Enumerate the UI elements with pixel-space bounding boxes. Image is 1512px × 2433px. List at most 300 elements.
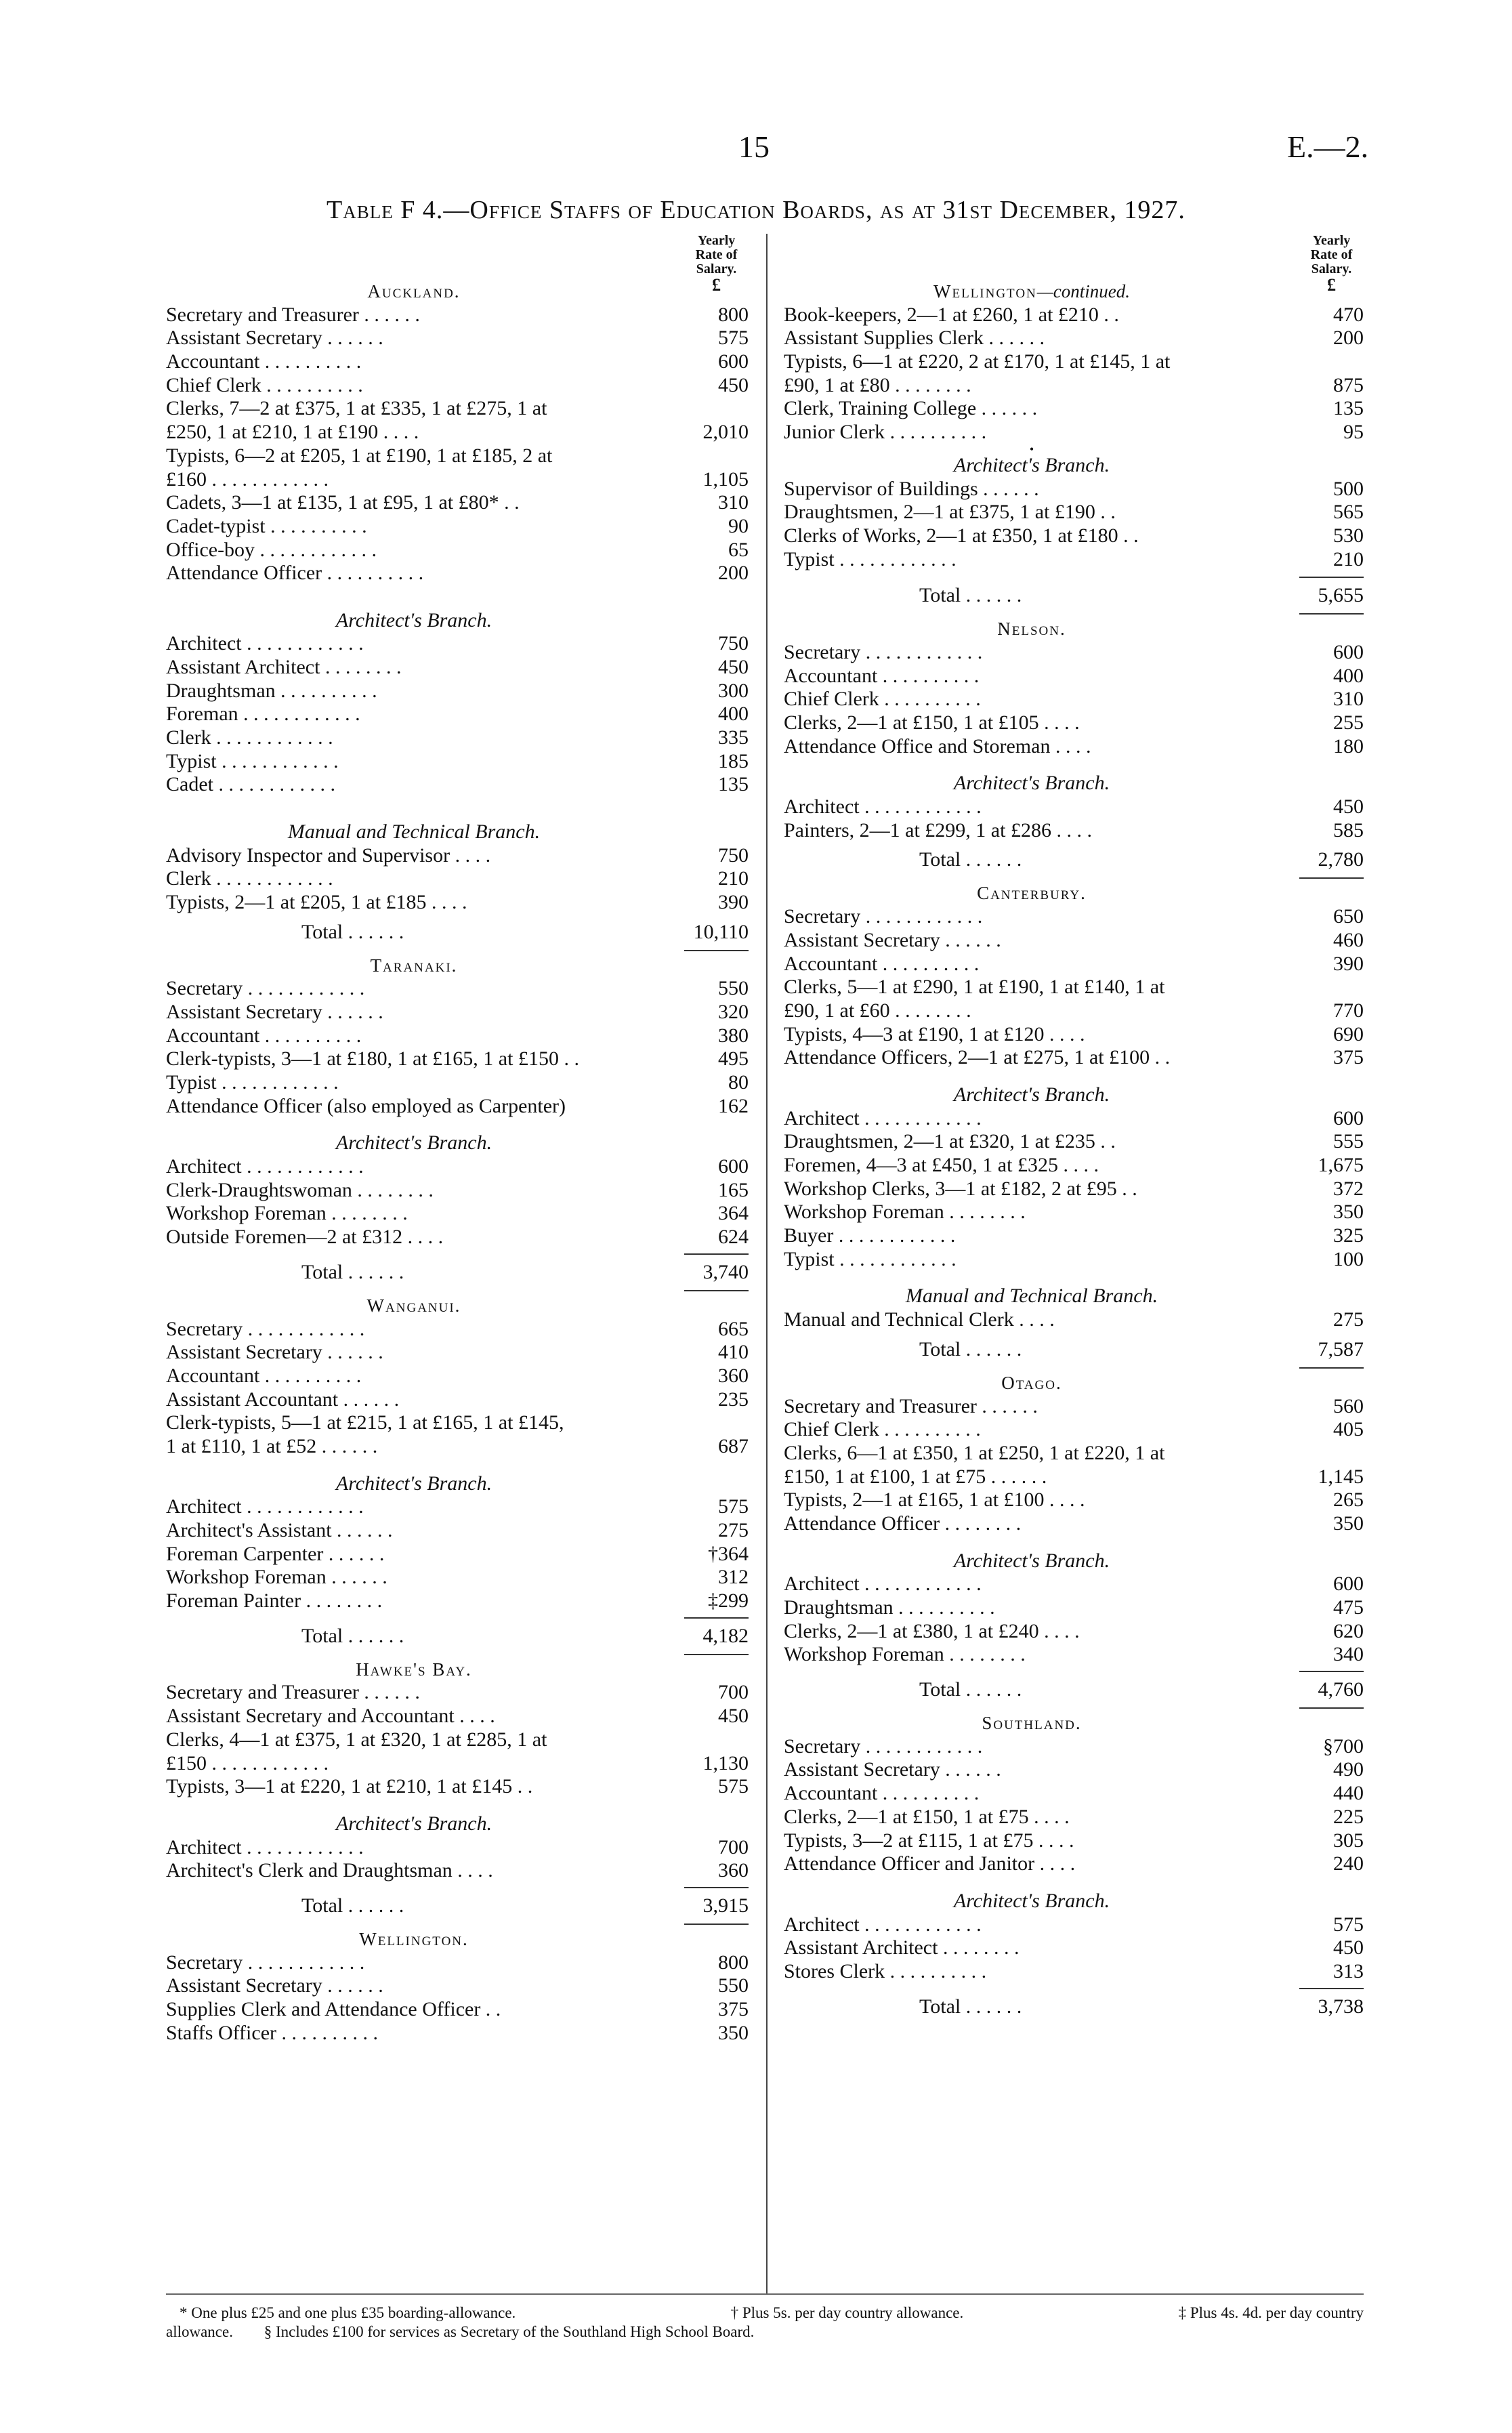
page-reference: E.—2. — [1287, 129, 1369, 164]
table-row — [784, 1829, 1364, 1853]
footnote-star: * One plus £25 and one plus £35 boarding-allowance. — [180, 2304, 516, 2321]
row-value: 400 — [718, 703, 749, 726]
table-row — [166, 1836, 749, 1860]
table-row — [784, 350, 1364, 374]
total-value: 2,780 — [1318, 848, 1364, 871]
row-value: 450 — [718, 1705, 749, 1728]
row-value: 135 — [718, 773, 749, 796]
table-row — [784, 1248, 1364, 1272]
table-row — [166, 1589, 749, 1613]
table-row — [784, 421, 1364, 444]
rate-header — [1299, 234, 1364, 294]
row-value: 1,105 — [702, 467, 749, 491]
row-label: Architect . . . . . . . . . . . . — [166, 1155, 364, 1178]
row-label: Assistant Secretary . . . . . . — [166, 327, 383, 350]
table-row — [784, 1130, 1364, 1154]
row-label: Workshop Clerks, 3—1 at £182, 2 at £95 . . — [784, 1177, 1137, 1200]
row-label: Accountant . . . . . . . . . . — [784, 664, 980, 687]
total-row — [784, 1989, 1364, 2024]
row-value: 235 — [718, 1388, 749, 1411]
table-row — [166, 773, 749, 797]
row-label: Typists, 3—1 at £220, 1 at £210, 1 at £145 . . — [166, 1775, 533, 1798]
row-label: Attendance Officer (also employed as Carpenter) — [166, 1094, 566, 1117]
table-row — [784, 1806, 1364, 1829]
bullet-mark: • — [1029, 442, 1034, 456]
table-row — [166, 1095, 749, 1119]
table-row — [784, 795, 1364, 819]
row-label: Clerk-Draughtswoman . . . . . . . . — [166, 1178, 434, 1201]
row-value: 1,675 — [1318, 1154, 1364, 1176]
row-label: Typists, 2—1 at £165, 1 at £100 . . . . — [784, 1489, 1085, 1512]
table-row — [784, 1960, 1364, 1984]
total-value: 4,182 — [702, 1624, 749, 1647]
row-value: 390 — [718, 890, 749, 913]
row-label: Advisory Inspector and Supervisor . . . . — [166, 844, 491, 867]
table-row — [784, 1046, 1364, 1070]
nelson-architect-rows — [784, 795, 1364, 842]
row-value: ‡299 — [708, 1589, 749, 1613]
otago-architect-rows — [784, 1573, 1364, 1667]
row-value: 600 — [1333, 640, 1364, 663]
section-heading: Wanganui. — [366, 1295, 461, 1316]
row-label: Workshop Foreman . . . . . . — [166, 1566, 387, 1589]
row-label: Draughtsman . . . . . . . . . . — [784, 1596, 995, 1619]
row-label: Secretary . . . . . . . . . . . . — [784, 1734, 983, 1758]
table-row — [166, 867, 749, 891]
total-row — [166, 915, 749, 950]
table-row — [784, 478, 1364, 501]
table-row — [784, 1936, 1364, 1960]
row-value: 185 — [718, 749, 749, 772]
canterbury-architect-rows — [784, 1107, 1364, 1272]
branch-heading: Architect's Branch. — [953, 1889, 1110, 1912]
total-label: Total . . . . . . — [919, 1678, 1022, 1701]
row-label: Foreman Carpenter . . . . . . — [166, 1542, 385, 1565]
row-label: Workshop Foreman . . . . . . . . — [784, 1643, 1026, 1666]
row-label: Assistant Secretary . . . . . . — [784, 1758, 1001, 1781]
table-row — [166, 327, 749, 350]
row-value: 300 — [718, 679, 749, 702]
row-value: 380 — [718, 1024, 749, 1047]
branch-heading: Manual and Technical Branch. — [905, 1285, 1158, 1308]
table-row — [784, 1308, 1364, 1332]
row-value: 275 — [718, 1519, 749, 1541]
table-row — [784, 524, 1364, 548]
row-label: Architect . . . . . . . . . . . . — [784, 1106, 982, 1129]
table-row — [784, 711, 1364, 735]
row-value: 470 — [1333, 303, 1364, 326]
row-label: Clerk-typists, 5—1 at £215, 1 at £165, 1 at £145, — [166, 1411, 564, 1434]
row-label: Manual and Technical Clerk . . . . — [784, 1308, 1055, 1331]
row-label: Architect's Clerk and Draughtsman . . . . — [166, 1859, 493, 1882]
table-row — [784, 1573, 1364, 1596]
rate-header-line: Rate of — [1310, 247, 1353, 262]
table-row — [166, 421, 749, 444]
row-value: 550 — [718, 1974, 749, 1997]
table-row — [784, 1512, 1364, 1536]
total-label: Total . . . . . . — [919, 584, 1022, 607]
row-value: 495 — [718, 1047, 749, 1070]
row-label: Typist . . . . . . . . . . . . — [784, 1247, 957, 1270]
row-value: 450 — [718, 656, 749, 678]
row-label: Typist . . . . . . . . . . . . — [166, 749, 339, 772]
table-row — [166, 1071, 749, 1095]
table-row — [166, 539, 749, 562]
row-value: 600 — [718, 1155, 749, 1178]
table-row — [166, 1681, 749, 1705]
row-label: Supervisor of Buildings . . . . . . — [784, 477, 1039, 500]
branch-heading: Architect's Branch. — [335, 1472, 492, 1495]
branch-heading: Architect's Branch. — [953, 1083, 1110, 1106]
table-row — [166, 632, 749, 656]
table-row — [166, 1705, 749, 1728]
table-row — [166, 1001, 749, 1024]
row-label: Secretary and Treasurer . . . . . . — [784, 1394, 1038, 1417]
row-label: Architect . . . . . . . . . . . . — [166, 1495, 364, 1518]
row-label: 1 at £110, 1 at £52 . . . . . . — [166, 1434, 378, 1457]
canterbury-manual-rows — [784, 1308, 1364, 1332]
table-row — [784, 1758, 1364, 1782]
row-value: 312 — [718, 1566, 749, 1589]
table-row — [166, 350, 749, 374]
rate-header-unit: £ — [712, 275, 721, 295]
row-value: 165 — [718, 1178, 749, 1201]
row-label: Assistant Accountant . . . . . . — [166, 1388, 400, 1411]
table-row — [784, 1735, 1364, 1759]
row-label: Accountant . . . . . . . . . . — [166, 1364, 362, 1387]
table-row — [784, 548, 1364, 572]
row-label: Clerks, 5—1 at £290, 1 at £190, 1 at £140, 1 at — [784, 976, 1165, 999]
total-value: 10,110 — [693, 920, 749, 943]
branch-heading: Architect's Branch. — [335, 608, 492, 631]
table-row — [166, 1752, 749, 1776]
row-value: 575 — [718, 1495, 749, 1518]
row-value: 600 — [1333, 1106, 1364, 1129]
row-value: 2,010 — [702, 421, 749, 444]
row-label: Secretary and Treasurer . . . . . . — [166, 303, 420, 326]
total-label: Total . . . . . . — [301, 1260, 404, 1283]
total-value: 3,738 — [1318, 1995, 1364, 2018]
section-heading-suffix: —continued. — [1036, 281, 1130, 301]
total-label: Total . . . . . . — [301, 920, 404, 943]
section-heading: Auckland. — [367, 281, 461, 301]
table-row — [784, 304, 1364, 327]
row-label: Assistant Architect . . . . . . . . — [166, 656, 402, 678]
total-row — [784, 1672, 1364, 1707]
row-value: 200 — [1333, 327, 1364, 350]
row-value: 100 — [1333, 1247, 1364, 1270]
row-label: Typist . . . . . . . . . . . . — [784, 547, 957, 570]
row-value: 65 — [728, 538, 749, 561]
southland-rows — [784, 1735, 1364, 1876]
table-row — [166, 1543, 749, 1566]
row-label: Assistant Secretary . . . . . . — [166, 1000, 383, 1023]
row-label: £250, 1 at £210, 1 at £190 . . . . — [166, 421, 419, 444]
row-label: Assistant Secretary . . . . . . — [166, 1974, 383, 1997]
table-row — [784, 1782, 1364, 1806]
row-label: Typists, 2—1 at £205, 1 at £185 . . . . — [166, 890, 467, 913]
row-value: 700 — [718, 1681, 749, 1704]
table-row — [166, 1226, 749, 1249]
row-value: 210 — [1333, 547, 1364, 570]
table-row — [166, 891, 749, 915]
row-label: Book-keepers, 2—1 at £260, 1 at £210 . . — [784, 303, 1119, 326]
table-row — [166, 2022, 749, 2045]
table-row — [784, 374, 1364, 398]
row-value: 800 — [718, 303, 749, 326]
row-label: Cadet-typist . . . . . . . . . . — [166, 514, 367, 537]
row-label: Accountant . . . . . . . . . . — [166, 1024, 362, 1047]
row-value: 325 — [1333, 1224, 1364, 1247]
row-label: Secretary . . . . . . . . . . . . — [166, 977, 365, 1000]
section-heading: Otago. — [1001, 1372, 1062, 1393]
row-value: 500 — [1333, 477, 1364, 500]
column-header — [166, 234, 749, 303]
row-value: 550 — [718, 977, 749, 1000]
row-value: 750 — [718, 844, 749, 867]
table-row — [784, 1489, 1364, 1512]
hawkes-bay-architect-rows — [166, 1836, 749, 1883]
total-label: Total . . . . . . — [301, 1894, 404, 1917]
table-row — [166, 1974, 749, 1998]
otago-rows — [784, 1395, 1364, 1536]
branch-heading: Architect's Branch. — [953, 772, 1110, 795]
row-value: 575 — [718, 1775, 749, 1798]
row-value: 375 — [718, 1998, 749, 2020]
row-label: Assistant Supplies Clerk . . . . . . — [784, 327, 1045, 350]
row-label: Attendance Officer . . . . . . . . . . — [166, 562, 424, 585]
rate-header-line: Yearly — [1312, 233, 1351, 248]
row-value: 585 — [1333, 818, 1364, 841]
row-label: Painters, 2—1 at £299, 1 at £286 . . . . — [784, 818, 1092, 841]
row-value: 305 — [1333, 1829, 1364, 1852]
row-label: Cadets, 3—1 at £135, 1 at £95, 1 at £80* . . — [166, 491, 520, 514]
branch-heading: Architect's Branch. — [953, 1549, 1110, 1572]
total-row — [166, 1619, 749, 1654]
table-row — [784, 1620, 1364, 1644]
row-value: 390 — [1333, 952, 1364, 975]
row-value: 575 — [1333, 1913, 1364, 1936]
row-value: 1,130 — [702, 1751, 749, 1774]
section-heading: Canterbury. — [977, 883, 1087, 904]
section-heading: Wellington. — [359, 1928, 469, 1949]
southland-architect-rows — [784, 1913, 1364, 1984]
right-column — [784, 234, 1364, 2024]
table-row — [166, 374, 749, 398]
row-value: 135 — [1333, 397, 1364, 420]
row-label: Typist . . . . . . . . . . . . — [166, 1071, 339, 1094]
row-label: Assistant Secretary and Accountant . . . . — [166, 1705, 495, 1728]
wanganui-architect-rows — [166, 1495, 749, 1613]
row-label: Attendance Officers, 2—1 at £275, 1 at £100 . . — [784, 1046, 1171, 1069]
row-label: Typists, 6—1 at £220, 2 at £170, 1 at £145, 1 at — [784, 350, 1171, 373]
row-value: 800 — [718, 1951, 749, 1974]
table-row — [166, 1179, 749, 1203]
rate-header-line: Salary. — [1311, 262, 1352, 276]
row-value: 275 — [1333, 1308, 1364, 1331]
row-label: Clerks, 6—1 at £350, 1 at £250, 1 at £220, 1 at — [784, 1441, 1165, 1464]
row-label: Clerks, 2—1 at £150, 1 at £75 . . . . — [784, 1805, 1070, 1828]
table-row — [166, 977, 749, 1001]
page-number: 15 — [738, 129, 770, 164]
row-value: 364 — [718, 1202, 749, 1225]
wellington-architect-rows — [784, 478, 1364, 572]
table-row — [784, 905, 1364, 929]
table-row — [166, 1775, 749, 1799]
table-row — [166, 444, 749, 468]
row-label: Architect . . . . . . . . . . . . — [784, 1573, 982, 1596]
branch-heading: Architect's Branch. — [335, 1812, 492, 1835]
row-value: 350 — [1333, 1201, 1364, 1224]
table-row — [166, 1411, 749, 1435]
total-value: 3,740 — [702, 1260, 749, 1283]
row-label: £90, 1 at £80 . . . . . . . . — [784, 373, 971, 396]
footnote-rule — [166, 2293, 1364, 2295]
table-row — [166, 1566, 749, 1589]
row-label: £90, 1 at £60 . . . . . . . . — [784, 999, 971, 1022]
canterbury-rows — [784, 905, 1364, 1070]
wellington-rows — [166, 1951, 749, 2045]
row-label: Clerk-typists, 3—1 at £180, 1 at £165, 1 at £150 . . — [166, 1047, 579, 1070]
row-label: Chief Clerk . . . . . . . . . . — [784, 1418, 981, 1441]
row-label: Chief Clerk . . . . . . . . . . — [166, 373, 363, 396]
row-value: 650 — [1333, 905, 1364, 928]
table-row — [166, 1519, 749, 1543]
row-label: Secretary . . . . . . . . . . . . — [784, 640, 983, 663]
table-row — [166, 562, 749, 585]
row-label: £150 . . . . . . . . . . . . — [166, 1751, 329, 1774]
table-row — [784, 1395, 1364, 1419]
row-label: Foremen, 4—3 at £450, 1 at £325 . . . . — [784, 1154, 1099, 1176]
rate-header-unit: £ — [1327, 275, 1336, 295]
table-row — [784, 1418, 1364, 1442]
footnote-ddagger-cont: allowance. — [166, 2323, 233, 2340]
row-label: Draughtsmen, 2—1 at £320, 1 at £235 . . — [784, 1130, 1116, 1153]
table-title: Table F 4.—Office Staffs of Education Boards, as at 31st December, 1927. — [327, 196, 1185, 224]
table-row — [166, 1728, 749, 1752]
row-label: Chief Clerk . . . . . . . . . . — [784, 688, 981, 711]
rate-header-line: Salary. — [696, 262, 737, 276]
row-label: Assistant Architect . . . . . . . . — [784, 1936, 1020, 1959]
row-value: †364 — [708, 1542, 749, 1565]
row-label: Architect . . . . . . . . . . . . — [166, 632, 364, 655]
total-label: Total . . . . . . — [301, 1624, 404, 1647]
total-row — [166, 1255, 749, 1290]
table-row — [166, 656, 749, 680]
rate-header-line: Rate of — [695, 247, 738, 262]
table-row — [166, 1998, 749, 2022]
section-heading: Hawke's Bay. — [356, 1659, 472, 1680]
nelson-rows — [784, 641, 1364, 758]
row-label: Clerks, 2—1 at £380, 1 at £240 . . . . — [784, 1619, 1080, 1642]
row-label: Secretary and Treasurer . . . . . . — [166, 1681, 420, 1704]
row-label: Architect . . . . . . . . . . . . — [784, 1913, 982, 1936]
table-row — [166, 1859, 749, 1883]
table-row — [784, 1107, 1364, 1131]
row-value: 162 — [718, 1094, 749, 1117]
row-label: Staffs Officer . . . . . . . . . . — [166, 2021, 379, 2044]
footnotes — [166, 2304, 1364, 2342]
row-label: Clerk, Training College . . . . . . — [784, 397, 1038, 420]
table-row — [784, 1023, 1364, 1047]
table-row — [166, 680, 749, 703]
row-value: 320 — [718, 1000, 749, 1023]
row-label: Accountant . . . . . . . . . . — [784, 1782, 980, 1805]
auckland-rows — [166, 304, 749, 585]
auckland-architect-rows — [166, 632, 749, 797]
row-value: 350 — [718, 2021, 749, 2044]
total-row — [784, 842, 1364, 877]
row-value: 600 — [718, 350, 749, 373]
row-label: Secretary . . . . . . . . . . . . — [166, 1317, 365, 1340]
row-value: 490 — [1333, 1758, 1364, 1781]
row-label: Typists, 3—2 at £115, 1 at £75 . . . . — [784, 1829, 1074, 1852]
row-value: 1,145 — [1318, 1465, 1364, 1488]
row-value: 475 — [1333, 1596, 1364, 1619]
row-label: Attendance Office and Storeman . . . . — [784, 734, 1091, 757]
row-value: 450 — [1333, 795, 1364, 818]
table-row — [784, 953, 1364, 976]
row-value: 700 — [718, 1835, 749, 1858]
row-label: Clerks of Works, 2—1 at £350, 1 at £180 . . — [784, 524, 1139, 547]
row-label: Secretary . . . . . . . . . . . . — [166, 1951, 365, 1974]
row-value: 360 — [718, 1364, 749, 1387]
row-value: 225 — [1333, 1805, 1364, 1828]
row-value: 555 — [1333, 1130, 1364, 1153]
row-label: Workshop Foreman . . . . . . . . — [784, 1201, 1026, 1224]
row-value: 665 — [718, 1317, 749, 1340]
branch-heading: Manual and Technical Branch. — [287, 820, 541, 843]
table-row — [784, 327, 1364, 350]
row-value: 360 — [718, 1859, 749, 1882]
table-row — [784, 1154, 1364, 1178]
row-value: 255 — [1333, 711, 1364, 734]
row-value: 440 — [1333, 1782, 1364, 1805]
table-row — [784, 688, 1364, 711]
row-value: 180 — [1333, 734, 1364, 757]
table-row — [166, 491, 749, 515]
hawkes-bay-rows — [166, 1681, 749, 1798]
row-value: 313 — [1333, 1959, 1364, 1982]
table-row — [166, 1155, 749, 1179]
table-row — [166, 1951, 749, 1975]
row-label: Foreman Painter . . . . . . . . — [166, 1589, 383, 1613]
row-label: Clerks, 7—2 at £375, 1 at £335, 1 at £275, 1 at — [166, 397, 547, 420]
table-row — [784, 1852, 1364, 1876]
row-value: 200 — [718, 562, 749, 585]
section-heading: Taranaki. — [370, 955, 458, 976]
row-value: 310 — [718, 491, 749, 514]
row-value: 240 — [1333, 1852, 1364, 1875]
row-label: Accountant . . . . . . . . . . — [166, 350, 362, 373]
row-value: 690 — [1333, 1022, 1364, 1045]
row-label: Office-boy . . . . . . . . . . . . — [166, 538, 377, 561]
row-value: 95 — [1343, 421, 1364, 444]
wanganui-rows — [166, 1318, 749, 1459]
row-value: §700 — [1323, 1734, 1364, 1758]
row-label: Clerk . . . . . . . . . . . . — [166, 867, 333, 890]
footnote-ddagger: ‡ Plus 4s. 4d. per day country — [1178, 2304, 1364, 2321]
row-value: 265 — [1333, 1489, 1364, 1512]
table-row — [166, 1365, 749, 1388]
row-label: Buyer . . . . . . . . . . . . — [784, 1224, 956, 1247]
total-value: 4,760 — [1318, 1678, 1364, 1701]
table-row — [166, 1435, 749, 1459]
row-label: Outside Foremen—2 at £312 . . . . — [166, 1226, 444, 1249]
row-value: 400 — [1333, 664, 1364, 687]
row-value: 575 — [718, 327, 749, 350]
total-label: Total . . . . . . — [919, 1995, 1022, 2018]
